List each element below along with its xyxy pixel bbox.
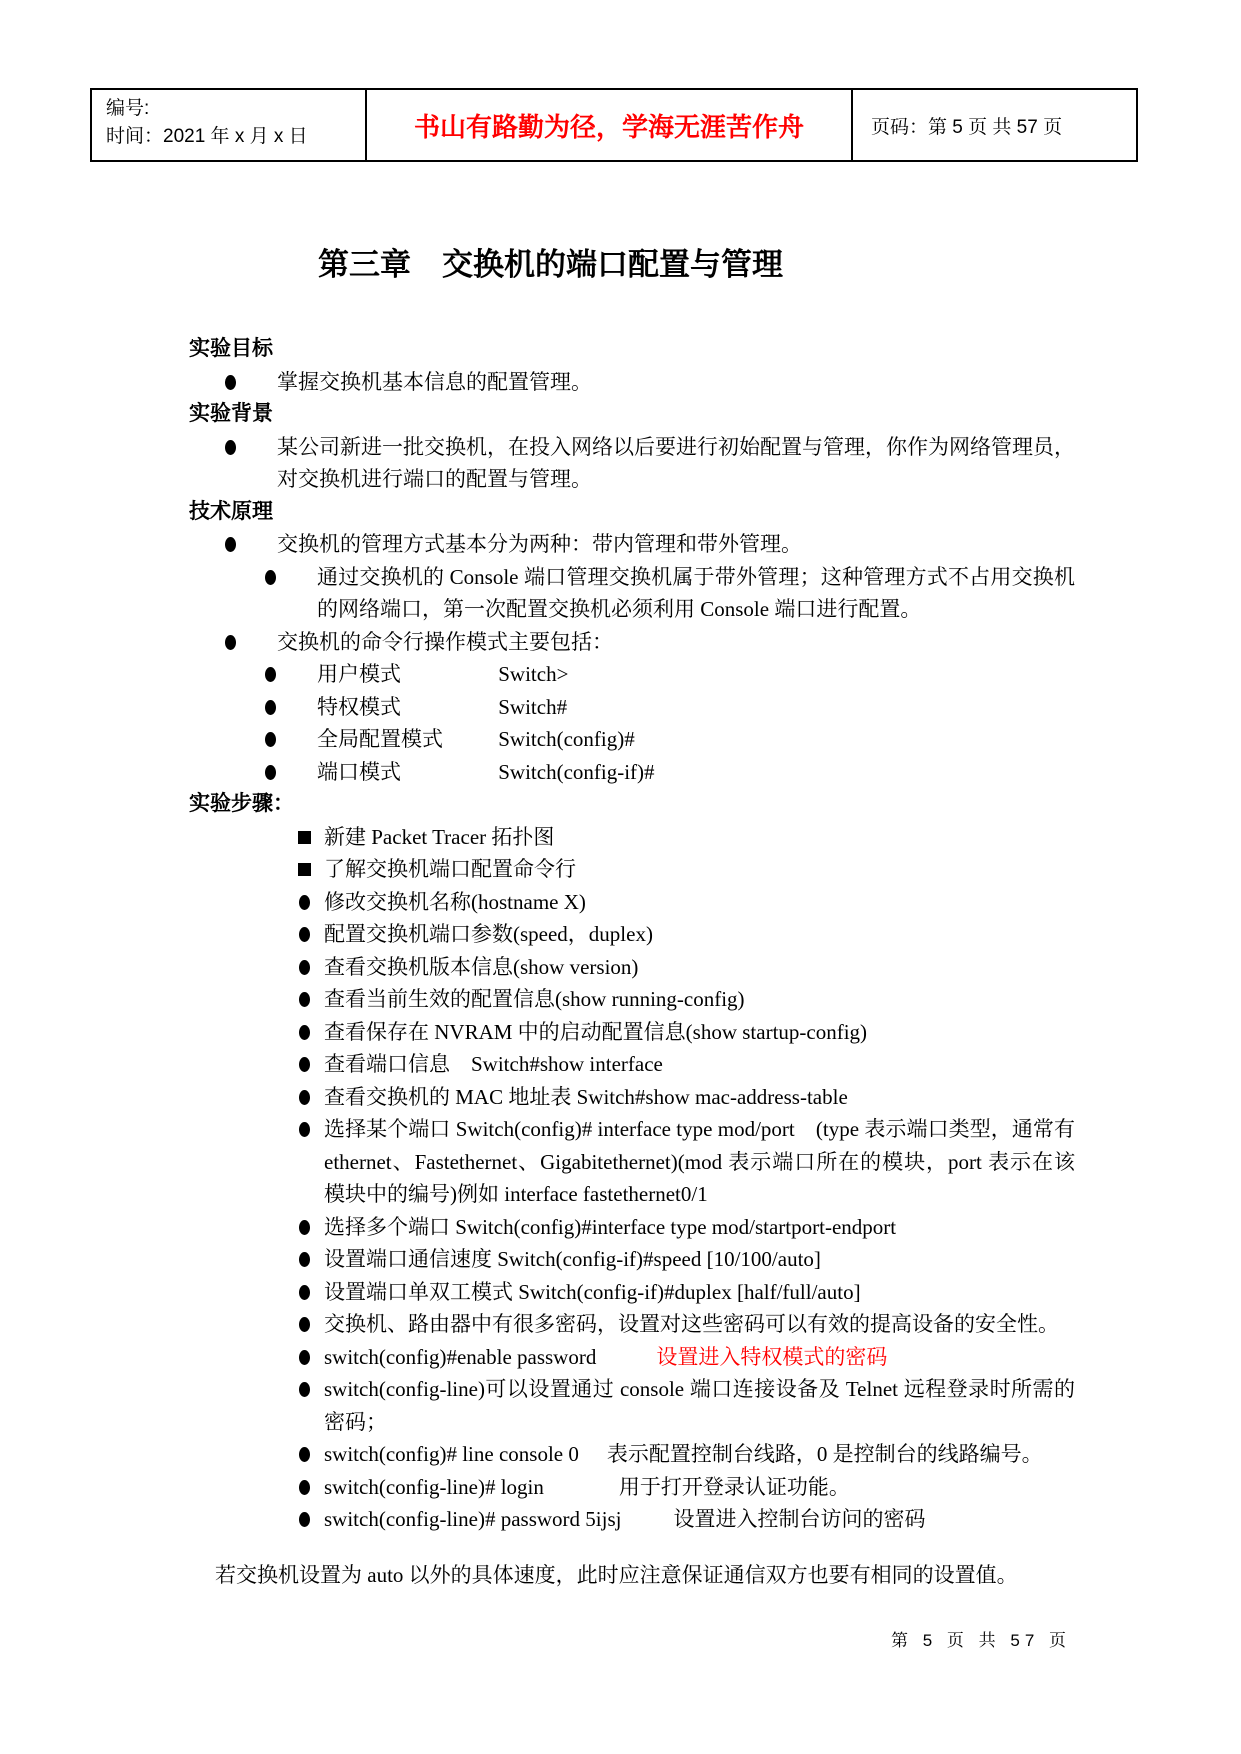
principle-item-1: 交换机的管理方式基本分为两种：带内管理和带外管理。 xyxy=(277,532,802,556)
step-text: switch(config)#enable password xyxy=(324,1344,597,1369)
section-heading-background: 实验背景 xyxy=(189,402,273,425)
bullet-square-icon xyxy=(298,863,311,876)
step-text: switch(config)# line console 0 xyxy=(324,1442,579,1466)
mode-label: 特权模式 xyxy=(317,694,401,719)
step-text: 选择某个端口 Switch(config)# interface type mod/port (type 表示端口类型，通常有 ethernet、Fastethernet、Gigabitethernet)(mod 表示端口所在的模块，port 表示在该模块中的编号)例如 interface fastethernet0/1 xyxy=(324,1117,1075,1206)
step-text: 新建 Packet Tracer 拓扑图 xyxy=(324,824,555,849)
step-item xyxy=(189,918,1075,951)
page-header-table xyxy=(90,88,1138,162)
bullet-circle-icon xyxy=(265,667,276,682)
step-note-red: 设置进入特权模式的密码 xyxy=(656,1344,888,1369)
bullet-circle-icon xyxy=(299,1350,310,1365)
bullet-circle-icon xyxy=(299,1220,310,1235)
closing-paragraph: 若交换机设置为 auto 以外的具体速度，此时应注意保证通信双方也要有相同的设置值。 xyxy=(215,1562,1018,1587)
list-item xyxy=(189,366,1075,399)
bullet-circle-icon xyxy=(299,1447,310,1462)
bullet-circle-icon xyxy=(299,1512,310,1527)
bullet-circle-icon xyxy=(299,1480,310,1495)
bullet-circle-icon xyxy=(299,1252,310,1267)
step-item xyxy=(189,1438,1075,1471)
bullet-circle-icon xyxy=(299,1382,310,1397)
step-item xyxy=(189,1341,1075,1374)
mode-row xyxy=(189,756,1075,789)
bullet-circle-icon xyxy=(265,700,276,715)
objective-text: 掌握交换机基本信息的配置管理。 xyxy=(277,369,592,394)
step-text: 交换机、路由器中有很多密码，设置对这些密码可以有效的提高设备的安全性。 xyxy=(324,1312,1059,1336)
step-text: 选择多个端口 Switch(config)#interface type mod/startport-endport xyxy=(324,1214,897,1239)
bullet-square-icon xyxy=(298,831,311,844)
step-item xyxy=(189,1081,1075,1114)
chapter-title: 第三章 交换机的端口配置与管理 xyxy=(318,247,783,282)
step-text: switch(config-line)# password 5ijsj xyxy=(324,1507,622,1531)
mode-command: Switch(config-if)# xyxy=(498,759,655,784)
bullet-circle-icon xyxy=(299,1057,310,1072)
step-item xyxy=(189,1048,1075,1081)
mode-command: Switch(config)# xyxy=(498,727,635,751)
header-page-cell xyxy=(853,90,1136,160)
bullet-circle-icon xyxy=(299,1025,310,1040)
step-item xyxy=(189,983,1075,1016)
bullet-circle-icon xyxy=(299,960,310,975)
bullet-circle-icon xyxy=(299,895,310,910)
bullet-circle-icon xyxy=(299,1122,310,1137)
bullet-circle-icon xyxy=(225,375,236,390)
page-footer: 第 5 页 共 57 页 xyxy=(891,1631,1071,1650)
list-item xyxy=(189,431,1075,496)
mode-row xyxy=(189,723,1075,756)
step-item xyxy=(189,1243,1075,1276)
step-item xyxy=(189,853,1075,886)
bullet-circle-icon xyxy=(265,570,276,585)
bullet-circle-icon xyxy=(265,732,276,747)
mode-label: 全局配置模式 xyxy=(317,727,443,751)
step-item xyxy=(189,1308,1075,1341)
step-text: switch(config-line)# login xyxy=(324,1474,544,1499)
list-item xyxy=(189,528,1075,561)
header-page-label: 页码：第 5 页 共 57 页 xyxy=(871,116,1063,138)
principle-item-2: 交换机的命令行操作模式主要包括： xyxy=(277,629,613,654)
bullet-circle-icon xyxy=(299,1090,310,1105)
step-text: 查看交换机版本信息(show version) xyxy=(324,954,639,979)
step-item xyxy=(189,886,1075,919)
step-text: 查看端口信息 Switch#show interface xyxy=(324,1052,663,1076)
section-heading-steps: 实验步骤： xyxy=(189,792,294,815)
mode-command: Switch# xyxy=(498,694,568,719)
list-item xyxy=(189,561,1075,626)
list-item xyxy=(189,626,1075,659)
bullet-circle-icon xyxy=(299,1285,310,1300)
header-motto: 书山有路勤为径，学海无涯苦作舟 xyxy=(413,112,804,142)
bullet-circle-icon xyxy=(265,765,276,780)
step-note: 设置进入控制台访问的密码 xyxy=(673,1507,926,1531)
mode-label: 端口模式 xyxy=(317,759,401,784)
step-text: 设置端口单双工模式 Switch(config-if)#duplex [half/full/auto] xyxy=(324,1279,861,1304)
step-text: 配置交换机端口参数(speed，duplex) xyxy=(324,922,653,946)
step-note: 表示配置控制台线路，0 是控制台的线路编号。 xyxy=(606,1442,1043,1466)
bullet-circle-icon xyxy=(299,927,310,942)
step-text: 了解交换机端口配置命令行 xyxy=(324,857,576,881)
background-text: 某公司新进一批交换机，在投入网络以后要进行初始配置与管理，你作为网络管理员，对交换机进行端口的配置与管理。 xyxy=(277,434,1075,491)
step-item xyxy=(189,951,1075,984)
header-left-cell xyxy=(92,90,367,160)
header-time-label: 时间：2021 年 x 月 x 日 xyxy=(106,126,308,147)
step-item xyxy=(189,1113,1075,1211)
step-text: 查看当前生效的配置信息(show running-config) xyxy=(324,987,745,1011)
mode-row xyxy=(189,691,1075,724)
step-item xyxy=(189,1471,1075,1504)
document-body xyxy=(189,333,1075,1591)
principle-item-1-sub: 通过交换机的 Console 端口管理交换机属于带外管理；这种管理方式不占用交换机的网络端口，第一次配置交换机必须利用 Console 端口进行配置。 xyxy=(317,564,1075,621)
step-item xyxy=(189,1016,1075,1049)
section-heading-principles: 技术原理 xyxy=(189,499,273,523)
step-text: 查看保存在 NVRAM 中的启动配置信息(show startup-config) xyxy=(324,1019,868,1044)
mode-command: Switch> xyxy=(498,662,569,686)
mode-row xyxy=(189,658,1075,691)
step-item xyxy=(189,1503,1075,1536)
step-item xyxy=(189,1276,1075,1309)
step-text: 修改交换机名称(hostname X) xyxy=(324,889,586,914)
step-note: 用于打开登录认证功能。 xyxy=(618,1474,850,1499)
step-text: switch(config-line)可以设置通过 console 端口连接设备及 Telnet 远程登录时所需的密码； xyxy=(324,1377,1075,1434)
bullet-circle-icon xyxy=(225,537,236,552)
bullet-circle-icon xyxy=(299,1317,310,1332)
header-number-label: 编号: xyxy=(106,98,150,119)
bullet-circle-icon xyxy=(225,440,236,455)
step-item xyxy=(189,1373,1075,1438)
bullet-circle-icon xyxy=(225,635,236,650)
step-text: 设置端口通信速度 Switch(config-if)#speed [10/100/auto] xyxy=(324,1247,821,1271)
bullet-circle-icon xyxy=(299,992,310,1007)
section-heading-objectives: 实验目标 xyxy=(189,337,273,360)
header-motto-cell xyxy=(367,90,853,160)
mode-label: 用户模式 xyxy=(317,662,401,686)
step-text: 查看交换机的 MAC 地址表 Switch#show mac-address-table xyxy=(324,1084,848,1109)
step-item xyxy=(189,821,1075,854)
step-item xyxy=(189,1211,1075,1244)
